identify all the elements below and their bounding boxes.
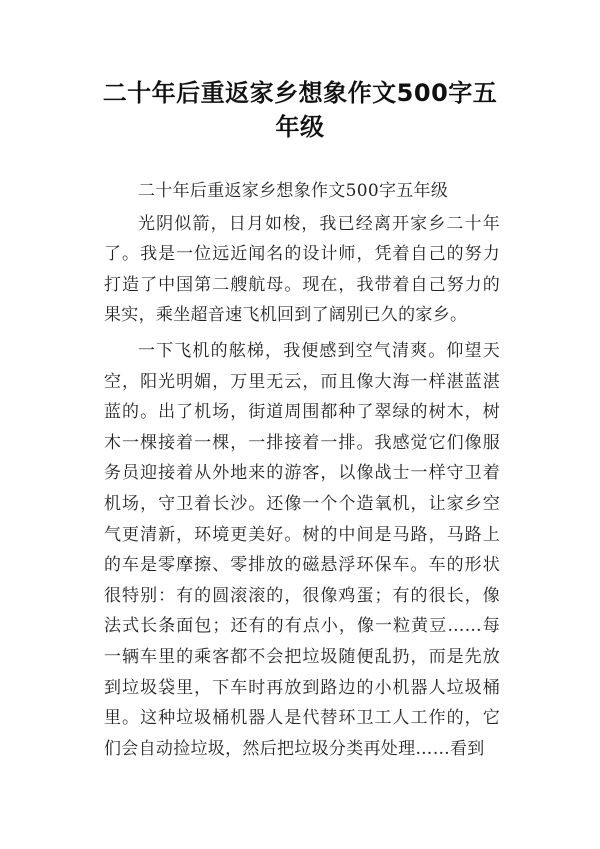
document-title: 二十年后重返家乡想象作文500字五年级 bbox=[102, 79, 498, 141]
document-subtitle: 二十年后重返家乡想象作文500字五年级 bbox=[138, 181, 449, 201]
paragraph: 一下飞机的舷梯，我便感到空气清爽。仰望天空，阳光明媚，万里无云，而且像大海一样湛蓝湛蓝的。出了机场，街道周围都种了翠绿的树木，树木一棵接着一棵，一排接着一排。我感觉它们像服务员迎接着从外地来的游客，以像战士一样守卫着机场，守卫着长沙。还像一个个造氧机，让家乡空气更清新，环境更美好。树的中间是马路，马路上的车是零摩擦、零排放的磁悬浮环保车。车的形状很特别：有的圆滚滚的，很像鸡蛋；有的很长，像法式长条面包；还有的有点小，像一粒黄豆……每一辆车里的乘客都不会把垃圾随便乱扔，而是先放到垃圾袋里，下车时再放到路边的小机器人垃圾桶里。这种垃圾桶机器人是代替环卫工人工作的，它们会自动捡垃圾，然后把垃圾分类再处理……看到 bbox=[104, 340, 500, 759]
document-body bbox=[104, 176, 500, 769]
paragraph: 光阴似箭，日月如梭，我已经离开家乡二十年了。我是一位远近闻名的设计师，凭着自己的努力打造了中国第二艘航母。现在，我带着自己努力的果实，乘坐超音速飞机回到了阔别已久的家乡。 bbox=[104, 213, 500, 326]
